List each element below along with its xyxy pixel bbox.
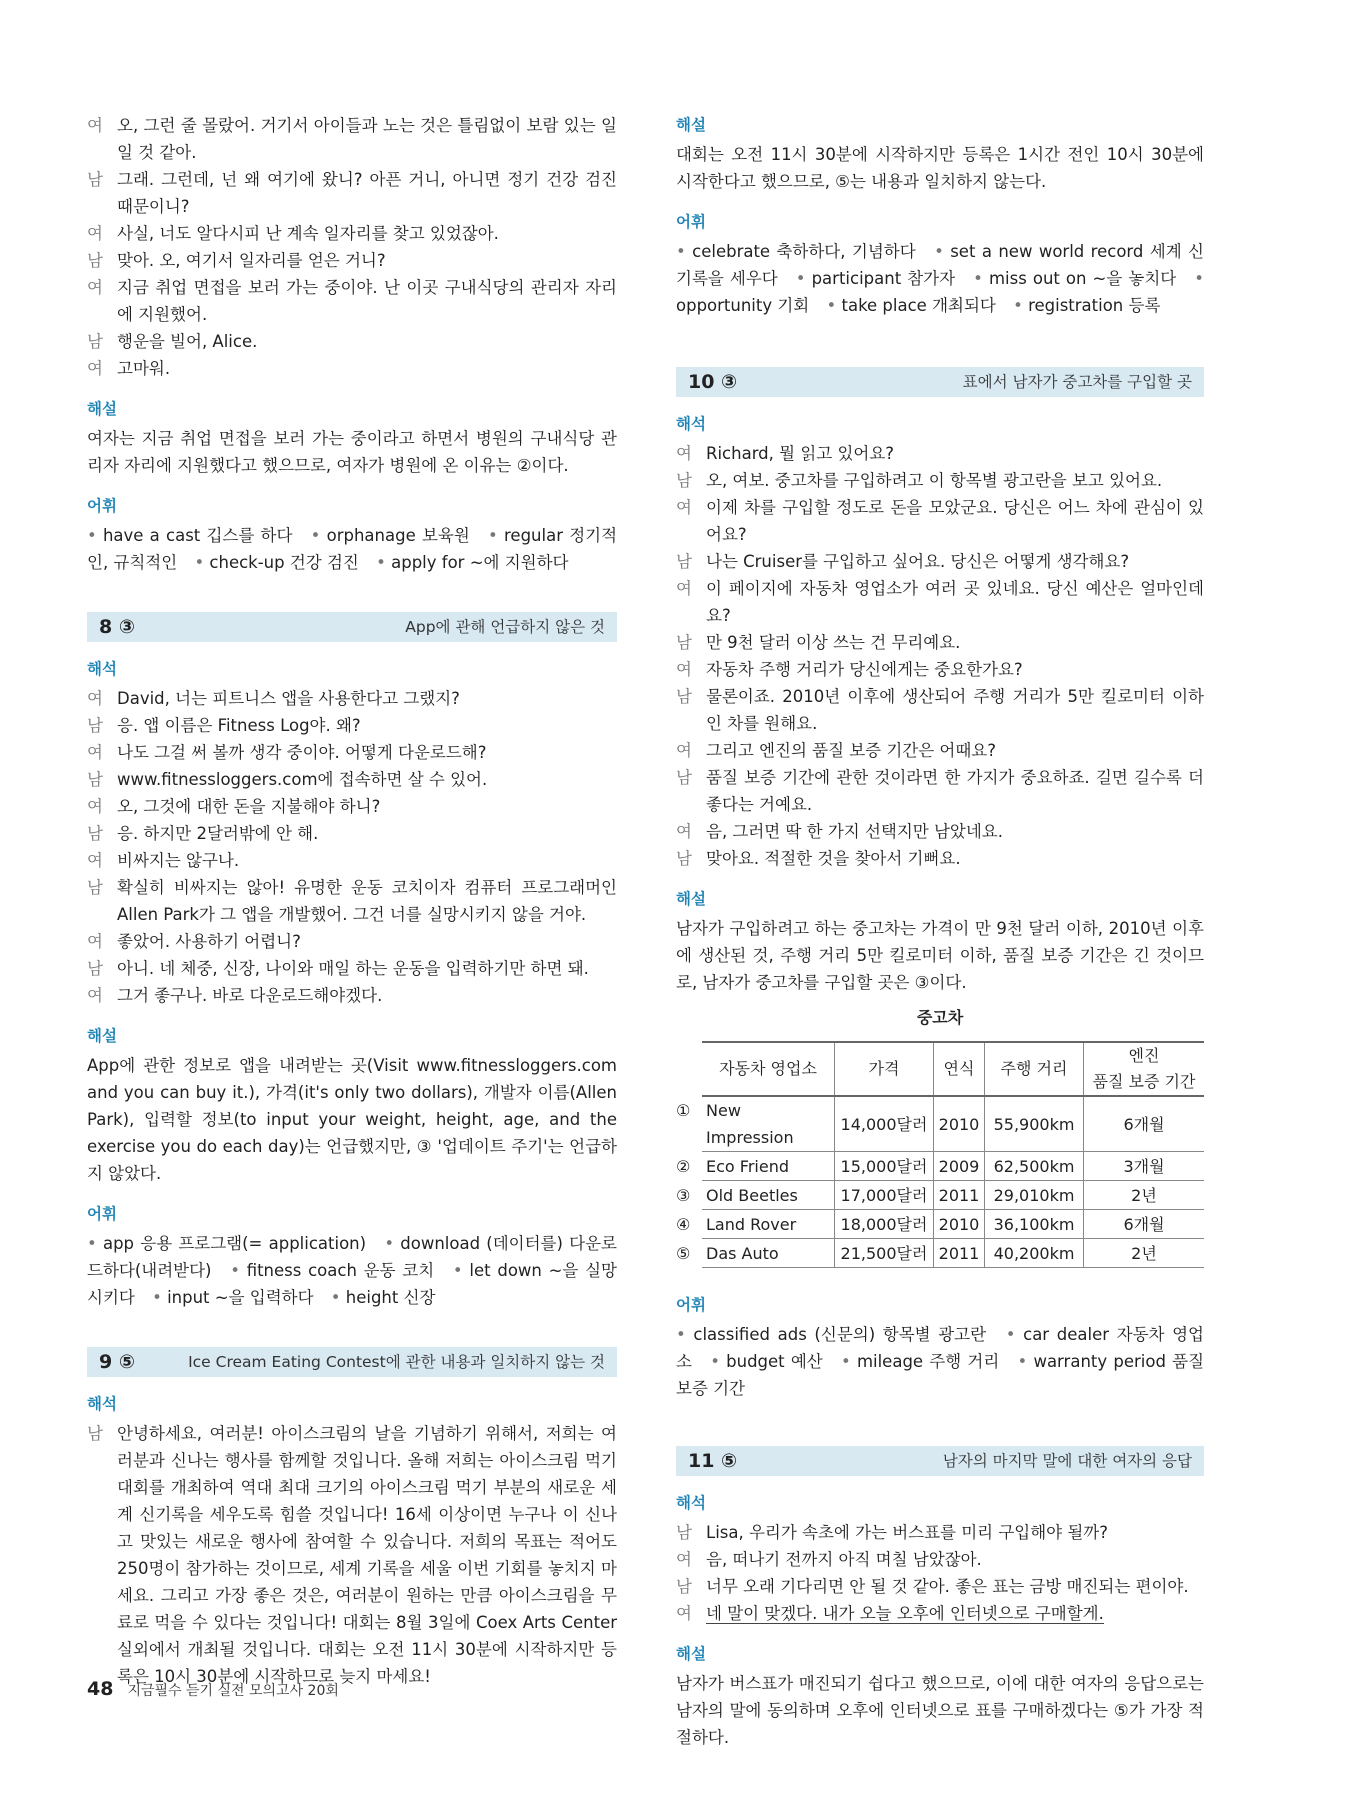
line-text: 확실히 비싸지는 않아! 유명한 운동 코치이자 컴퓨터 프로그래머인 Allen Park가 그 앱을 개발했어. 그건 너를 실망시키지 않을 거야. <box>117 878 617 924</box>
question-header-9 <box>87 1347 617 1377</box>
speaker: 여 <box>87 851 103 870</box>
dialogue-line <box>87 1420 617 1690</box>
vocab-label: 어휘 <box>87 1205 117 1223</box>
table-cell: 29,010km <box>985 1181 1084 1210</box>
explanation-text: 대회는 오전 11시 30분에 시작하지만 등록은 1시간 전인 10시 30분에 시작한다고 했으므로, ⑤는 내용과 일치하지 않는다. <box>676 145 1204 191</box>
table-cell: 18,000달러 <box>835 1210 934 1239</box>
row-number: ① <box>676 1101 691 1120</box>
table-cell: 21,500달러 <box>835 1239 934 1268</box>
dialogue-q9 <box>87 1420 617 1690</box>
vocab-item: • take place 개최되다 <box>827 296 996 315</box>
dealer-name: Eco Friend <box>706 1156 789 1176</box>
vocab-item: • apply for ~에 지원하다 <box>376 553 568 572</box>
vocab-item: • celebrate 축하하다, 기념하다 <box>676 242 916 261</box>
line-text: Lisa, 우리가 속초에 가는 버스표를 미리 구입해야 될까? <box>706 1523 1108 1542</box>
speaker: 여 <box>676 1550 692 1569</box>
dialogue-line <box>676 818 1204 845</box>
speaker: 여 <box>87 986 103 1005</box>
vocab-list <box>87 1230 617 1311</box>
speaker: 여 <box>87 743 103 762</box>
vocab-list <box>676 1321 1204 1402</box>
table-cell: 2009 <box>934 1152 985 1181</box>
vocab-item: • car dealer 자동차 영업소 <box>676 1325 1204 1371</box>
table-cell: 2010 <box>934 1210 985 1239</box>
line-text: David, 너는 피트니스 앱을 사용한다고 그랬지? <box>117 689 460 708</box>
speaker: 여 <box>87 359 103 378</box>
line-text: 이제 차를 구입할 정도로 돈을 모았군요. 당신은 어느 차에 관심이 있어요? <box>706 498 1204 544</box>
line-text: 아니. 네 체중, 신장, 나이와 매일 하는 운동을 입력하기만 하면 돼. <box>117 959 589 978</box>
table-cell-dealer <box>676 1181 835 1210</box>
explanation-text: 여자는 지금 취업 면접을 보러 가는 중이라고 하면서 병원의 구내식당 관리자 자리에 지원했다고 했으므로, 여자가 병원에 온 이유는 ②이다. <box>87 429 617 475</box>
speaker: 남 <box>87 170 103 189</box>
dialogue-line <box>676 629 1204 656</box>
vocab-item: • budget 예산 <box>710 1352 823 1371</box>
dialogue-line <box>676 440 1204 467</box>
table-header-warranty-line1: 엔진 <box>1128 1046 1160 1065</box>
table-row <box>702 1210 1204 1239</box>
speaker: 여 <box>87 116 103 135</box>
speaker: 여 <box>676 660 692 679</box>
speaker: 남 <box>676 471 692 490</box>
line-text: 음, 떠나기 전까지 아직 며칠 남았잖아. <box>706 1550 982 1569</box>
table-cell: 14,000달러 <box>835 1096 934 1152</box>
line-text: 오, 여보. 중고차를 구입하려고 이 항목별 광고란을 보고 있어요. <box>706 471 1163 490</box>
dialogue-line <box>87 685 617 712</box>
vocab-item: • mileage 주행 거리 <box>841 1352 999 1371</box>
dialogue-line <box>87 982 617 1009</box>
question-topic: 표에서 남자가 중고차를 구입할 곳 <box>962 372 1192 391</box>
dealer-name: New Impression <box>706 1101 794 1147</box>
line-text: 물론이죠. 2010년 이후에 생산되어 주행 거리가 5만 킬로미터 이하인 차를 원해요. <box>706 687 1204 733</box>
dialogue-line <box>87 820 617 847</box>
explanation-text: 남자가 구입하려고 하는 중고차는 가격이 만 9천 달러 이하, 2010년 이후에 생산된 것, 주행 거리 5만 킬로미터 이하, 품질 보증 기간은 긴 것이므로, 남자가 중고차를 구입할 곳은 ③이다. <box>676 919 1204 992</box>
row-number: ③ <box>676 1185 691 1205</box>
script-label: 해석 <box>676 1494 706 1512</box>
dialogue-line <box>87 328 617 355</box>
question-topic: Ice Cream Eating Contest에 관한 내용과 일치하지 않는 것 <box>188 1352 605 1371</box>
speaker: 여 <box>676 444 692 463</box>
table-cell: 40,200km <box>985 1239 1084 1268</box>
line-text: 그리고 엔진의 품질 보증 기간은 어때요? <box>706 741 997 760</box>
line-text: 그거 좋구나. 바로 다운로드해야겠다. <box>117 986 383 1005</box>
vocab-item: • app 응용 프로그램(= application) <box>87 1234 366 1253</box>
speaker: 남 <box>87 878 103 897</box>
speaker: 남 <box>676 633 692 652</box>
dialogue-line <box>87 166 617 220</box>
vocab-item: • orphanage 보육원 <box>311 526 470 545</box>
table-cell: 55,900km <box>985 1096 1084 1152</box>
dialogue-line <box>87 847 617 874</box>
line-text: 나도 그걸 써 볼까 생각 중이야. 어떻게 다운로드해? <box>117 743 487 762</box>
explanation-text: App에 관한 정보로 앱을 내려받는 곳(Visit www.fitnessloggers.com and you can buy it.), 가격(it's only two dollars), 개발자 이름(Allen Park), 입력할 정보(to input your weight, height, age, and the exercise you do each day)는 언급했지만, ③ '업데이트 주기'는 언급하지 않았다. <box>87 1056 617 1183</box>
dialogue-line <box>87 739 617 766</box>
line-text: 그래. 그런데, 넌 왜 여기에 왔니? 아픈 거니, 아니면 정기 건강 검진 때문이니? <box>117 170 617 216</box>
line-text: 응. 앱 이름은 Fitness Log야. 왜? <box>117 716 361 735</box>
table-row <box>702 1096 1204 1152</box>
dialogue-line <box>676 737 1204 764</box>
explanation-label: 해설 <box>87 400 117 418</box>
speaker: 여 <box>87 224 103 243</box>
table-header-mileage: 주행 거리 <box>985 1042 1084 1096</box>
vocab-label: 어휘 <box>676 1296 706 1314</box>
dialogue-line <box>676 656 1204 683</box>
line-text: 나는 Cruiser를 구입하고 싶어요. 당신은 어떻게 생각해요? <box>706 552 1130 571</box>
script-label: 해석 <box>676 415 706 433</box>
table-header-warranty-line2: 품질 보증 기간 <box>1092 1072 1196 1091</box>
left-column <box>87 112 617 1690</box>
speaker: 남 <box>87 1424 103 1443</box>
used-car-table <box>676 1041 1204 1268</box>
table-header-price: 가격 <box>835 1042 934 1096</box>
table-cell-dealer <box>676 1210 835 1239</box>
table-cell: 2010 <box>934 1096 985 1152</box>
dialogue-line <box>676 575 1204 629</box>
speaker: 남 <box>87 770 103 789</box>
table-cell-dealer <box>676 1096 835 1152</box>
vocab-item: • registration 등록 <box>1013 296 1160 315</box>
table-header-warranty <box>1084 1042 1205 1096</box>
dialogue-line <box>87 793 617 820</box>
question-number: 9 ⑤ <box>99 1350 135 1373</box>
question-number: 11 ⑤ <box>688 1449 738 1472</box>
speaker: 남 <box>87 332 103 351</box>
table-title: 중고차 <box>916 1008 964 1027</box>
dialogue-line <box>676 845 1204 872</box>
table-row <box>702 1152 1204 1181</box>
line-text: 만 9천 달러 이상 쓰는 건 무리예요. <box>706 633 961 652</box>
table-header-dealer: 자동차 영업소 <box>702 1042 835 1096</box>
line-text: 너무 오래 기다리면 안 될 것 같아. 좋은 표는 금방 매진되는 편이야. <box>706 1577 1189 1596</box>
vocab-item: • input ~을 입력하다 <box>152 1288 313 1307</box>
speaker: 여 <box>676 741 692 760</box>
line-text: 자동차 주행 거리가 당신에게는 중요한가요? <box>706 660 1023 679</box>
table-body <box>676 1096 1204 1268</box>
dialogue-line <box>87 955 617 982</box>
vocab-item: • fitness coach 운동 코치 <box>230 1261 434 1280</box>
speaker: 남 <box>87 959 103 978</box>
table-header-year: 연식 <box>934 1042 985 1096</box>
dialogue-line <box>87 247 617 274</box>
speaker: 여 <box>676 1604 692 1623</box>
speaker: 남 <box>87 716 103 735</box>
table-cell: 3개월 <box>1084 1152 1205 1181</box>
line-text: 사실, 너도 알다시피 난 계속 일자리를 찾고 있었잖아. <box>117 224 499 243</box>
table-cell-dealer <box>676 1239 835 1268</box>
dialogue-q11 <box>676 1519 1204 1627</box>
question-topic: App에 관해 언급하지 않은 것 <box>405 617 605 636</box>
vocab-list <box>676 238 1204 319</box>
table-cell-dealer <box>676 1152 835 1181</box>
dialogue-line <box>87 766 617 793</box>
dialogue-line <box>676 1600 1204 1627</box>
speaker: 여 <box>676 579 692 598</box>
table-cell: 36,100km <box>985 1210 1084 1239</box>
dialogue-line <box>676 1546 1204 1573</box>
speaker: 남 <box>87 251 103 270</box>
dealer-name: Das Auto <box>706 1243 779 1263</box>
vocab-label: 어휘 <box>87 497 117 515</box>
table-cell: 15,000달러 <box>835 1152 934 1181</box>
dialogue-line <box>87 112 617 166</box>
dialogue-line <box>87 274 617 328</box>
speaker: 남 <box>676 1577 692 1596</box>
dialogue-line <box>676 467 1204 494</box>
row-number: ② <box>676 1156 691 1176</box>
vocab-item: • classified ads (신문의) 항목별 광고란 <box>676 1325 986 1344</box>
row-number: ④ <box>676 1214 691 1234</box>
dialogue-line <box>87 355 617 382</box>
line-text <box>706 1600 1204 1627</box>
dialogue-line <box>676 1519 1204 1546</box>
vocab-item: • opportunity 기회 <box>676 269 1204 315</box>
question-header-10 <box>676 367 1204 397</box>
vocab-item: • miss out on ~을 놓치다 <box>973 269 1176 288</box>
row-number: ⑤ <box>676 1243 691 1263</box>
line-text: www.fitnessloggers.com에 접속하면 살 수 있어. <box>117 770 488 789</box>
speaker: 여 <box>87 797 103 816</box>
speaker: 여 <box>87 278 103 297</box>
dialogue-line <box>676 683 1204 737</box>
dealer-name: Land Rover <box>706 1214 797 1234</box>
table-cell: 2011 <box>934 1239 985 1268</box>
dialogue-line <box>676 494 1204 548</box>
script-label: 해석 <box>87 660 117 678</box>
line-text: 행운을 빌어, Alice. <box>117 332 258 351</box>
dialogue-line <box>676 764 1204 818</box>
table-cell: 6개월 <box>1084 1210 1205 1239</box>
answer-underline: 네 말이 맞겠다. 내가 오늘 오후에 인터넷으로 구매할게. <box>706 1604 1104 1623</box>
script-label: 해석 <box>87 1395 117 1413</box>
vocab-item: • height 신장 <box>331 1288 436 1307</box>
vocab-item: • participant 참가자 <box>796 269 955 288</box>
line-text: 좋았어. 사용하기 어렵니? <box>117 932 301 951</box>
dialogue-line <box>676 548 1204 575</box>
vocab-item: • have a cast 깁스를 하다 <box>87 526 292 545</box>
dialogue-line <box>87 928 617 955</box>
dialogue-line <box>87 220 617 247</box>
question-topic: 남자의 마지막 말에 대한 여자의 응답 <box>942 1451 1192 1470</box>
table-row <box>702 1239 1204 1268</box>
speaker: 남 <box>87 824 103 843</box>
dialogue-line <box>87 874 617 928</box>
line-text: 이 페이지에 자동차 영업소가 여러 곳 있네요. 당신 예산은 얼마인데요? <box>706 579 1204 625</box>
explanation-label: 해설 <box>676 116 706 134</box>
speaker: 남 <box>676 768 692 787</box>
table-cell: 17,000달러 <box>835 1181 934 1210</box>
speaker: 남 <box>676 552 692 571</box>
vocab-item: • download (데이터를) 다운로드하다(내려받다) <box>87 1234 617 1280</box>
question-header-8 <box>87 612 617 642</box>
vocab-label: 어휘 <box>676 213 706 231</box>
vocab-item: • regular 정기적인, 규칙적인 <box>87 526 617 572</box>
explanation-text: 남자가 버스표가 매진되기 쉽다고 했으므로, 이에 대한 여자의 응답으로는 남자의 말에 동의하며 오후에 인터넷으로 표를 구매하겠다는 ⑤가 가장 적절하다. <box>676 1674 1204 1747</box>
page-footer <box>87 1676 339 1705</box>
table-cell: 2년 <box>1084 1239 1205 1268</box>
line-text: 응. 하지만 2달러밖에 안 해. <box>117 824 319 843</box>
speaker: 여 <box>676 822 692 841</box>
vocab-item: • check-up 건강 검진 <box>194 553 358 572</box>
question-number: 8 ③ <box>99 615 135 638</box>
table-cell: 2년 <box>1084 1181 1205 1210</box>
speaker: 여 <box>87 689 103 708</box>
right-column <box>676 112 1204 1751</box>
question-number: 10 ③ <box>688 370 738 393</box>
line-text: 지금 취업 면접을 보러 가는 중이야. 난 이곳 구내식당의 관리자 자리에 지원했어. <box>117 278 617 324</box>
line-text: 맞아요. 적절한 것을 찾아서 기뻐요. <box>706 849 961 868</box>
speaker: 남 <box>676 687 692 706</box>
dialogue-top <box>87 112 617 382</box>
dialogue-line <box>87 712 617 739</box>
vocab-list <box>87 522 617 576</box>
speaker: 남 <box>676 849 692 868</box>
vocab-item: • let down ~을 실망시키다 <box>87 1261 617 1307</box>
line-text: 오, 그런 줄 몰랐어. 거기서 아이들과 노는 것은 틀림없이 보람 있는 일일 것 같아. <box>117 116 617 162</box>
line-text: Richard, 뭘 읽고 있어요? <box>706 444 895 463</box>
book-title: 지금필수 듣기 실전 모의고사 20회 <box>127 1683 339 1699</box>
explanation-label: 해설 <box>676 1645 706 1663</box>
line-text: 오, 그것에 대한 돈을 지불해야 하니? <box>117 797 381 816</box>
dialogue-q10 <box>676 440 1204 872</box>
vocab-item: • set a new world record 세계 신기록을 세우다 <box>676 242 1204 288</box>
page-number: 48 <box>87 1678 114 1700</box>
table-cell: 6개월 <box>1084 1096 1205 1152</box>
dialogue-line <box>676 1573 1204 1600</box>
explanation-label: 해설 <box>87 1027 117 1045</box>
line-text: 고마워. <box>117 359 171 378</box>
line-text: 맞아. 오, 여기서 일자리를 얻은 거니? <box>117 251 386 270</box>
vocab-item: • warranty period 품질 보증 기간 <box>676 1352 1204 1398</box>
dialogue-q8 <box>87 685 617 1009</box>
line-text: 안녕하세요, 여러분! 아이스크림의 날을 기념하기 위해서, 저희는 여러분과 신나는 행사를 함께할 것입니다. 올해 저희는 아이스크림 먹기 대회를 개최하여 역대 최대 크기의 아이스크림 먹기 부분의 새로운 세계 신기록을 세우도록 힘쓸 것입니다! 16세 이상이면 누구나 이 신나고 맛있는 새로운 행사에 참여할 수 있습니다. 저희의 목표는 적어도 250명이 참가하는 것이므로, 세계 기록을 세울 이번 기회를 놓치지 마세요. 그리고 가장 좋은 것은, 여러분이 원하는 만큼 아이스크림을 무료로 먹을 수 있다는 것입니다! 대회는 8월 3일에 Coex Arts Center 실외에서 개최될 것입니다. 대회는 오전 11시 30분에 시작하지만 등록은 10시 30분에 시작하므로 늦지 마세요! <box>117 1424 617 1686</box>
table-row <box>702 1181 1204 1210</box>
table-cell: 62,500km <box>985 1152 1084 1181</box>
table-cell: 2011 <box>934 1181 985 1210</box>
explanation-label: 해설 <box>676 890 706 908</box>
speaker: 남 <box>676 1523 692 1542</box>
line-text: 비싸지는 않구나. <box>117 851 240 870</box>
line-text: 품질 보증 기간에 관한 것이라면 한 가지가 중요하죠. 길면 길수록 더 좋다는 거예요. <box>706 768 1204 814</box>
dealer-name: Old Beetles <box>706 1185 798 1205</box>
line-text: 음, 그러면 딱 한 가지 선택지만 남았네요. <box>706 822 1003 841</box>
speaker: 여 <box>87 932 103 951</box>
question-header-11 <box>676 1446 1204 1476</box>
speaker: 여 <box>676 498 692 517</box>
